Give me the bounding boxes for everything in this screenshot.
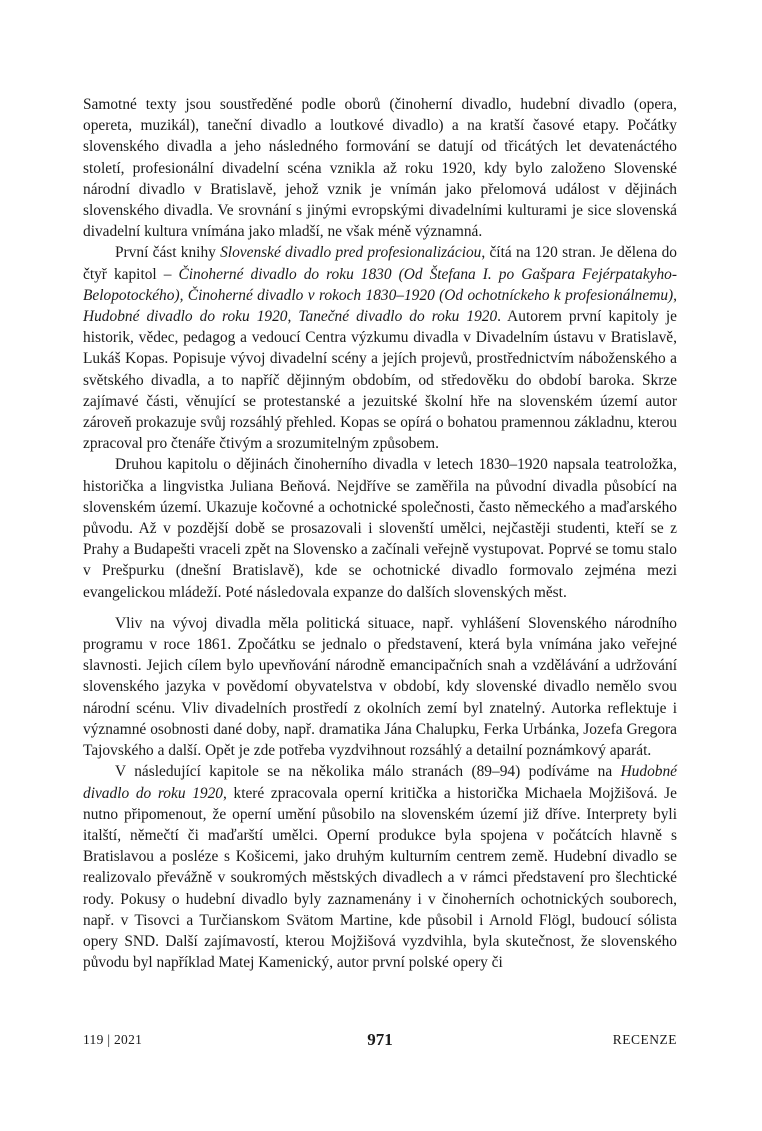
chapter-titles: Činoherné divadlo do roku 1830 (Od Štefana I. po Gašpara Fejérpatakyho-Belopotockého), Činoherné divadlo v rokoch 1830–1920 (Od ochotníckeho k profesionálnemu), Hudobné divadlo do roku 1920, Tanečné divadlo do roku 1920 <box>83 265 677 326</box>
page-footer <box>83 1030 677 1054</box>
paragraph-text: , které zpracovala operní kritička a historička Michaela Mojžišová. Je nutno připomenout, že operní umění působilo na slovenském území již dříve. Interprety byli italští, němečtí či maďarští umělci. Operní produkce byla spojena v počátcích hlavně s Bratislavou a posléze s Košicemi, jako druhým kulturním centrem země. Hudební divadlo se realizovalo převážně v soukromých městských divadlech a v rámci představení pro šlechtické rody. Pokusy o hudební divadlo byly zaznamenány i v činoherních ochotnických souborech, např. v Tisovci a Turčianskom Svätom Martine, kde působil i Arnold Flögl, budoucí sólista opery SND. Další zajímavostí, kterou Mojžišová vyzdvihla, byla skutečnost, že slovenského původu byl například Matej Kamenický, autor první polské opery či <box>83 784 677 972</box>
paragraph-text: Vliv na vývoj divadla měla politická situace, např. vyhlášení Slovenského národního programu v roce 1861. Zpočátku se jednalo o představení, která byla vnímána jako veřejné slavnosti. Jejich cílem bylo upevňování národně emancipačních snah a vzdělávání a udržování slovenského jazyka v povědomí obyvatelstva v období, kdy slovenské divadlo nemělo svou národní scénu. Vliv divadelních prostředí z okolních zemí byl znatelný. Autorka reflektuje i významné osobnosti dané doby, např. dramatika Jána Chalupku, Ferka Urbánka, Jozefa Gregora Tajovského a další. Opět je zde potřeba vyzdvihnout rozsáhlý a detailní poznámkový aparát. <box>83 614 677 760</box>
section-label: RECENZE <box>612 1032 677 1047</box>
paragraph-2 <box>83 242 677 454</box>
page-number: 971 <box>367 1030 393 1049</box>
paragraph-1 <box>83 94 677 242</box>
article-body <box>83 94 677 973</box>
chapter-title: Hudobné divadlo do roku 1920 <box>83 763 677 802</box>
paragraph-text: Samotné texty jsou soustředěné podle oborů (činoherní divadlo, hudební divadlo (opera, opereta, muzikál), taneční divadlo a loutkové divadlo) a na kratší časové etapy. Počátky slovenského divadla a jeho následného formování se datují od třicátých let devatenáctého století, profesionální divadelní scéna vznikla až roku 1920, kdy bylo založeno Slovenské národní divadlo v Bratislavě, jehož vznik je vnímán jako přelomová událost v dějinách slovenského divadla. Ve srovnání s jinými evropskými divadelními kulturami je sice slovenská divadelní kultura vnímána jako mladší, ne však méně významná. <box>83 96 677 241</box>
book-title: Slovenské divadlo pred profesionalizáciou <box>220 244 482 262</box>
paragraph-text: V následující kapitole se na několika málo stranách (89–94) podíváme na <box>115 763 621 781</box>
paragraph-text: První část knihy <box>115 244 221 262</box>
issue-label: 119 | 2021 <box>83 1032 143 1047</box>
paragraph-5 <box>83 761 677 973</box>
paragraph-text: . Autorem první kapitoly je historik, vědec, pedagog a vedoucí Centra výzkumu divadla v Divadelním ústavu v Bratislavě, Lukáš Kopas. Popisuje vývoj divadelní scény a jejích projevů, prostřednictvím náboženského a světského divadla, a to napříč dějinným obdobím, od středověku do období baroka. Skrze zajímavé části, věnující se protestanské a jezuitské školní hře na slovenském území autor zároveň prokazuje svůj rozsáhlý přehled. Kopas se opírá o bohatou pramennou základnu, kterou zpracoval pro čtenáře čtivým a srozumitelným způsobem. <box>83 308 677 453</box>
paragraph-3 <box>83 454 677 602</box>
paragraph-4 <box>83 613 677 761</box>
paragraph-text: Druhou kapitolu o dějinách činoherního divadla v letech 1830–1920 napsala teatroložka, historička a lingvistka Juliana Beňová. Nejdříve se zaměřila na původní divadla působící na slovenském území. Ukazuje kočovné a ochotnické společnosti, často německého a maďarského původu. Až v pozdější době se prosazovali i slovenští umělci, nejčastěji studenti, kteří se z Prahy a Budapešti vraceli zpět na Slovensko a začínali veřejně vystupovat. Poprvé se tomu stalo v Prešpurku (dnešní Bratislavě), kde se ochotnické divadlo formovalo zejména mezi evangelickou mládeží. Poté následovala expanze do dalších slovenských měst. <box>83 456 677 601</box>
paragraph-text: , čítá na 120 stran. Je dělena do čtyř kapitol – <box>83 244 677 283</box>
